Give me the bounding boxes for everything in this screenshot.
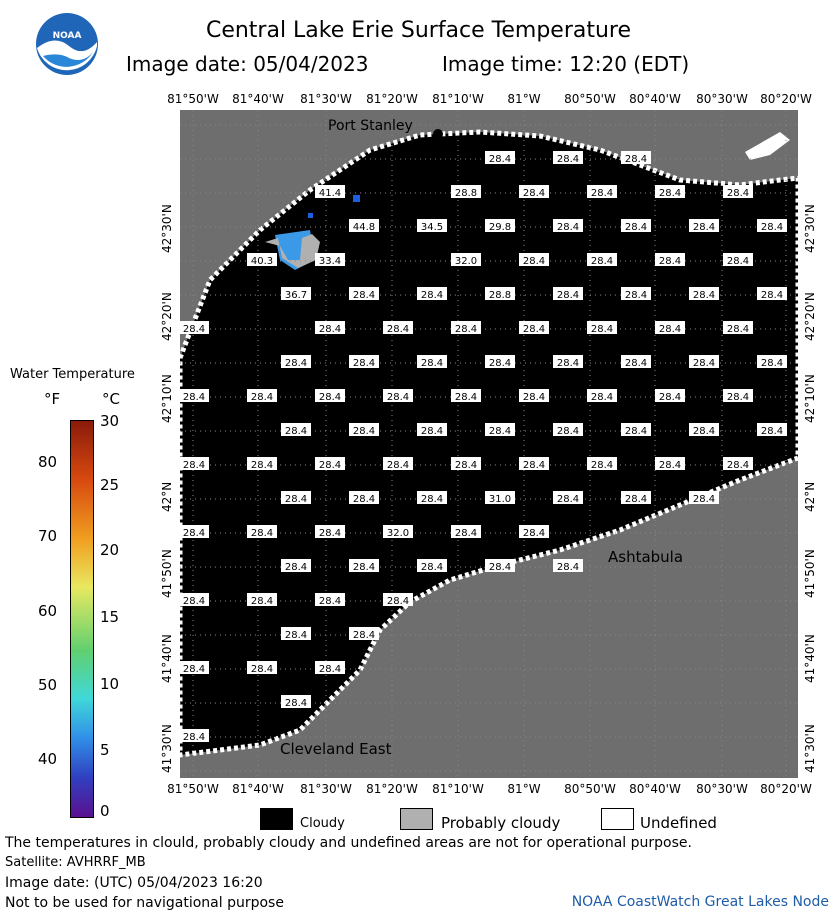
latitude-label-left: 42°10'N bbox=[160, 374, 174, 423]
temperature-label: 28.4 bbox=[318, 460, 342, 471]
latitude-label-right: 41°30'N bbox=[803, 724, 817, 773]
temperature-label: 32.0 bbox=[386, 528, 410, 539]
latitude-label-right: 42°N bbox=[803, 481, 817, 512]
latitude-label-left: 42°20'N bbox=[160, 292, 174, 341]
temperature-label: 28.4 bbox=[454, 528, 478, 539]
temperature-label: 28.4 bbox=[386, 324, 410, 335]
temperature-label: 28.4 bbox=[318, 324, 342, 335]
temperature-label: 28.4 bbox=[658, 324, 682, 335]
longitude-label-bottom: 80°20'W bbox=[760, 782, 812, 796]
temperature-label: 31.0 bbox=[488, 494, 512, 505]
temperature-label: 28.4 bbox=[284, 562, 308, 573]
temperature-label: 28.4 bbox=[624, 494, 648, 505]
temperature-label: 28.4 bbox=[522, 188, 546, 199]
temperature-label: 28.4 bbox=[250, 664, 274, 675]
temperature-label: 28.4 bbox=[556, 222, 580, 233]
temperature-label: 28.4 bbox=[760, 358, 784, 369]
temperature-label: 28.4 bbox=[522, 392, 546, 403]
legend-c-tick: 20 bbox=[100, 541, 120, 559]
temperature-label: 28.4 bbox=[658, 188, 682, 199]
temperature-label: 28.4 bbox=[556, 358, 580, 369]
temperature-label: 40.3 bbox=[250, 256, 274, 267]
longitude-label-top: 80°40'W bbox=[629, 92, 681, 106]
ashtabula-marker bbox=[604, 518, 612, 526]
temperature-label: 28.4 bbox=[624, 426, 648, 437]
satellite: Satellite: AVHRRF_MB bbox=[5, 855, 146, 870]
temperature-label: 36.7 bbox=[284, 290, 308, 301]
nav-warning: Not to be used for navigational purpose bbox=[5, 895, 284, 911]
latitude-label-right: 42°30'N bbox=[803, 204, 817, 253]
temperature-label: 28.4 bbox=[726, 256, 750, 267]
temperature-label: 28.4 bbox=[556, 426, 580, 437]
page-title: Central Lake Erie Surface Temperature bbox=[205, 18, 632, 43]
place-port-stanley: Port Stanley bbox=[328, 118, 413, 134]
legend-c-unit: °C bbox=[102, 390, 120, 408]
key-cloudy-swatch bbox=[260, 808, 293, 830]
temperature-label: 28.4 bbox=[488, 426, 512, 437]
temperature-label: 28.4 bbox=[420, 494, 444, 505]
temperature-label: 28.4 bbox=[386, 392, 410, 403]
temperature-label: 28.4 bbox=[726, 188, 750, 199]
noaa-logo-text: NOAA bbox=[52, 31, 82, 41]
legend-title: Water Temperature bbox=[10, 367, 135, 382]
port-stanley-marker bbox=[433, 129, 443, 139]
temperature-label: 28.4 bbox=[624, 358, 648, 369]
temperature-label: 28.4 bbox=[692, 222, 716, 233]
temperature-label: 28.4 bbox=[590, 460, 614, 471]
temperature-label: 28.4 bbox=[760, 290, 784, 301]
longitude-label-top: 81°50'W bbox=[167, 92, 219, 106]
temperature-label: 28.4 bbox=[658, 392, 682, 403]
temperature-label: 28.4 bbox=[556, 494, 580, 505]
temperature-label: 28.4 bbox=[250, 528, 274, 539]
temperature-label: 28.4 bbox=[284, 630, 308, 641]
image-time: Image time: 12:20 (EDT) bbox=[442, 52, 690, 76]
longitude-label-top: 80°30'W bbox=[696, 92, 748, 106]
temperature-label: 28.8 bbox=[454, 188, 478, 199]
temperature-label: 28.4 bbox=[658, 256, 682, 267]
temperature-label: 28.4 bbox=[454, 324, 478, 335]
longitude-label-top: 81°40'W bbox=[232, 92, 284, 106]
temperature-label: 28.4 bbox=[182, 324, 206, 335]
legend-f-tick: 80 bbox=[38, 453, 58, 471]
temperature-label: 28.4 bbox=[556, 290, 580, 301]
temperature-label: 28.4 bbox=[352, 630, 376, 641]
node-credit: NOAA CoastWatch Great Lakes Node bbox=[571, 894, 829, 910]
temperature-label: 28.4 bbox=[386, 596, 410, 607]
latitude-label-right: 41°40'N bbox=[803, 634, 817, 683]
temperature-label: 28.4 bbox=[488, 562, 512, 573]
temperature-label: 28.4 bbox=[318, 664, 342, 675]
temperature-label: 29.8 bbox=[488, 222, 512, 233]
temperature-label: 44.8 bbox=[352, 222, 376, 233]
temperature-label: 28.4 bbox=[318, 596, 342, 607]
temperature-label: 41.4 bbox=[318, 188, 342, 199]
cleveland-marker bbox=[266, 721, 274, 729]
image-date: Image date: 05/04/2023 bbox=[126, 52, 369, 76]
temperature-label: 28.4 bbox=[760, 426, 784, 437]
latitude-label-left: 41°40'N bbox=[160, 634, 174, 683]
longitude-label-top: 81°W bbox=[507, 92, 541, 106]
temperature-label: 28.4 bbox=[522, 256, 546, 267]
longitude-label-top: 81°10'W bbox=[432, 92, 484, 106]
temperature-label: 28.4 bbox=[182, 732, 206, 743]
latitude-label-right: 41°50'N bbox=[803, 549, 817, 598]
temperature-label: 28.4 bbox=[556, 562, 580, 573]
temperature-label: 28.4 bbox=[692, 426, 716, 437]
temperature-label: 28.4 bbox=[726, 392, 750, 403]
place-cleveland-east: Cleveland East bbox=[280, 740, 392, 758]
temperature-label: 28.4 bbox=[454, 392, 478, 403]
temperature-label: 28.4 bbox=[658, 460, 682, 471]
temperature-label: 28.4 bbox=[726, 324, 750, 335]
legend-c-tick: 25 bbox=[100, 476, 120, 494]
temperature-label: 28.4 bbox=[250, 596, 274, 607]
latitude-label-left: 41°50'N bbox=[160, 549, 174, 598]
legend-c-tick: 5 bbox=[100, 741, 110, 759]
disclaimer: The temperatures in clould, probably cloudy and undefined areas are not for operational purpose. bbox=[5, 835, 692, 851]
legend-c-tick: 30 bbox=[100, 412, 120, 430]
longitude-label-bottom: 81°50'W bbox=[167, 782, 219, 796]
temperature-label: 28.4 bbox=[250, 392, 274, 403]
longitude-label-top: 81°30'W bbox=[300, 92, 352, 106]
key-cloudy-label: Cloudy bbox=[300, 816, 345, 831]
key-undefined-label: Undefined bbox=[640, 814, 717, 832]
latitude-label-right: 42°20'N bbox=[803, 292, 817, 341]
temperature-label: 28.4 bbox=[182, 596, 206, 607]
longitude-label-bottom: 80°50'W bbox=[564, 782, 616, 796]
legend-c-tick: 10 bbox=[100, 675, 120, 693]
temperature-label: 28.4 bbox=[522, 528, 546, 539]
longitude-label-bottom: 81°40'W bbox=[232, 782, 284, 796]
temperature-label: 28.4 bbox=[352, 426, 376, 437]
temperature-label: 33.4 bbox=[318, 256, 342, 267]
temperature-label: 28.4 bbox=[522, 324, 546, 335]
temperature-label: 28.4 bbox=[284, 358, 308, 369]
temperature-label: 28.4 bbox=[624, 154, 648, 165]
temperature-label: 28.4 bbox=[182, 460, 206, 471]
key-probably-cloudy-swatch bbox=[400, 808, 433, 830]
temperature-label: 28.4 bbox=[352, 358, 376, 369]
temperature-label: 28.4 bbox=[726, 460, 750, 471]
temperature-label: 28.4 bbox=[182, 392, 206, 403]
legend-f-tick: 60 bbox=[38, 602, 58, 620]
longitude-label-top: 81°20'W bbox=[366, 92, 418, 106]
temperature-label: 28.4 bbox=[454, 460, 478, 471]
longitude-label-bottom: 81°W bbox=[507, 782, 541, 796]
lake-map bbox=[180, 110, 798, 778]
temperature-label: 28.8 bbox=[488, 290, 512, 301]
latitude-label-right: 42°10'N bbox=[803, 374, 817, 423]
temperature-label: 28.4 bbox=[284, 426, 308, 437]
legend-f-tick: 40 bbox=[38, 750, 58, 768]
temperature-label: 28.4 bbox=[590, 392, 614, 403]
temperature-label: 28.4 bbox=[488, 154, 512, 165]
longitude-label-bottom: 81°10'W bbox=[432, 782, 484, 796]
temperature-label: 28.4 bbox=[420, 426, 444, 437]
temperature-label: 28.4 bbox=[692, 290, 716, 301]
temperature-color-bar bbox=[70, 420, 94, 818]
temperature-label: 34.5 bbox=[420, 222, 444, 233]
temperature-label: 28.4 bbox=[624, 290, 648, 301]
temperature-label: 28.4 bbox=[420, 562, 444, 573]
utc-date: Image date: (UTC) 05/04/2023 16:20 bbox=[5, 875, 263, 891]
longitude-label-top: 80°20'W bbox=[760, 92, 812, 106]
legend-f-tick: 70 bbox=[38, 527, 58, 545]
temperature-label: 28.4 bbox=[556, 154, 580, 165]
temperature-label: 28.4 bbox=[420, 358, 444, 369]
temperature-label: 28.4 bbox=[250, 460, 274, 471]
place-ashtabula: Ashtabula bbox=[608, 548, 684, 566]
temperature-label: 28.4 bbox=[352, 494, 376, 505]
cold-pixel-2 bbox=[308, 213, 313, 218]
temperature-label: 28.4 bbox=[284, 494, 308, 505]
temperature-label: 32.0 bbox=[454, 256, 478, 267]
temperature-label: 28.4 bbox=[590, 324, 614, 335]
temperature-label: 28.4 bbox=[692, 358, 716, 369]
temperature-label: 28.4 bbox=[420, 290, 444, 301]
longitude-label-bottom: 80°40'W bbox=[629, 782, 681, 796]
key-probably-cloudy-label: Probably cloudy bbox=[441, 814, 561, 832]
longitude-label-bottom: 80°30'W bbox=[696, 782, 748, 796]
temperature-label: 28.4 bbox=[182, 664, 206, 675]
longitude-label-bottom: 81°20'W bbox=[366, 782, 418, 796]
longitude-label-bottom: 81°30'W bbox=[300, 782, 352, 796]
legend-f-tick: 50 bbox=[38, 676, 58, 694]
temperature-label: 28.4 bbox=[624, 222, 648, 233]
cold-pixel bbox=[353, 195, 360, 202]
latitude-label-left: 42°30'N bbox=[160, 204, 174, 253]
key-undefined-swatch bbox=[601, 808, 634, 830]
temperature-label: 28.4 bbox=[182, 528, 206, 539]
legend-c-tick: 15 bbox=[100, 608, 120, 626]
temperature-label: 28.4 bbox=[488, 358, 512, 369]
temperature-label: 28.4 bbox=[522, 460, 546, 471]
temperature-label: 28.4 bbox=[284, 698, 308, 709]
temperature-label: 28.4 bbox=[318, 528, 342, 539]
latitude-label-left: 42°N bbox=[160, 481, 174, 512]
legend-c-tick: 0 bbox=[100, 802, 110, 820]
temperature-label: 28.4 bbox=[590, 256, 614, 267]
latitude-label-left: 41°30'N bbox=[160, 724, 174, 773]
temperature-label: 28.4 bbox=[760, 222, 784, 233]
longitude-label-top: 80°50'W bbox=[564, 92, 616, 106]
temperature-label: 28.4 bbox=[692, 494, 716, 505]
legend-f-unit: °F bbox=[44, 390, 61, 408]
temperature-label: 28.4 bbox=[318, 392, 342, 403]
temperature-label: 28.4 bbox=[352, 290, 376, 301]
temperature-label: 28.4 bbox=[386, 460, 410, 471]
temperature-label: 28.4 bbox=[590, 188, 614, 199]
temperature-label: 28.4 bbox=[352, 562, 376, 573]
